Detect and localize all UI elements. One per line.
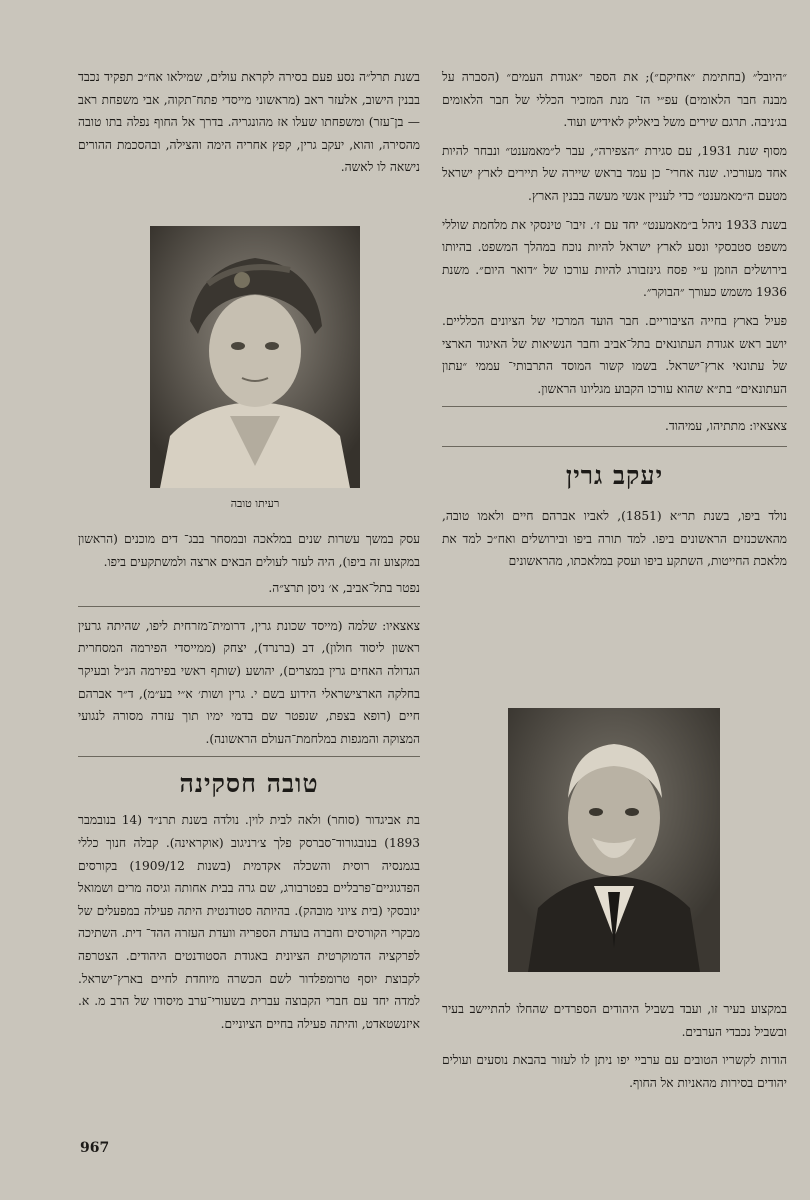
divider [78, 606, 420, 607]
paragraph: נולד ביפו, בשנת תר״א (1851), לאביו אברהם חיים ולאמו טובה, מהאשכנזים הראשונים ביפו. למד תורה ביפו ובירושלים ואח״כ למד את מלאכת החייטות, השתקע ביפו ועסק במלאכתו, מהראשונים [442, 508, 787, 569]
divider [78, 756, 420, 757]
photo-caption: רעיתו טובה [230, 497, 280, 510]
paragraph: עסק במשך עשרות שנים במלאכה ובמסחר בבג־ דים מוכנים (הראשון במקצוע זה ביפו), היה לעזר לעולים הבאים ארצה ולמשתקעים ביפו. [78, 532, 420, 569]
portrait-photo-woman [150, 226, 360, 488]
section-title: יעקב גרין [565, 460, 664, 490]
left-column [78, 66, 420, 179]
portrait-illustration [508, 708, 720, 972]
paragraph: מסוף שנת 1931, עם סגירת ״הצפירה״, עבר ל״מאמענט״ ונבחר להיות אחד מעורכיו. שנה אחרי־ כן עמד בראש שיירה של תיירים לארץ ישראל מטעם ה״מאמענט״ כדי לעניין אנשי מעשה בבנין הארץ. [442, 143, 787, 203]
page-number: 967 [80, 1140, 110, 1156]
section-title: טובה חסקינה [179, 769, 319, 799]
paragraph: פעיל בארץ בחייה הציבוריים. חבר הועד המרכזי של הציונים הכלליים. יושב ראש אגודת העתונאים בתל־אביב וחבר הנשיאות של האיגוד הארצי של עתונאי ארץ־ישראל. בשמו קשור המוסד התרבותי־ עממי ״עתון העתונאים״ בת״א שהוא עורכו הקבוע מגליונו הראשון. [442, 313, 787, 396]
paragraph: בת אביגדור (סוחר) ולאה לבית לוין. נולדה בשנת תרנ״ד (14 בנובמבר 1893) בנובגורוד־סברסק פלך צ׳רניגוב (אוקראינה). קבלה חנוך כללי בגמנסיה רוסית והשכלה אקדמית (בשנות 1909/12) בקורסים הפדגוגיים־פרבליים בפטרבורג, שם גרה בבית אחותה וגיסה מרים ושמואל ינובסקי (בית ציוני מובהק). בהיותה סטודנטית היתה פעילה במפעלים של מבקרי הקורסים וחברה בועדת הספריה וועדת העזרה ההד־ דית. השתיכה לפרקציה הדמוקרטית הציונית באגודת הסטודנטים היהודים. הצטרפה לקבוצת יוסף טרומפלדור לשם הכשרה מיוחדת לחיים בארץ־ישראל. למדה יחד עם חברי הקבוצה עברית בשעורי־ערב מיסודו של הרב מ. א. איזנשטאדט, והיתה פעילה בחיים הציוניים. [78, 813, 420, 1031]
divider [442, 446, 787, 447]
portrait-illustration [150, 226, 360, 488]
left-column-middle [78, 528, 420, 1035]
paragraph: נפטר בתל־אביב, א׳ ניסן תרצ״ה. [268, 581, 420, 596]
divider [442, 406, 787, 407]
portrait-photo-man [508, 708, 720, 972]
paragraph: בשנת תרל״ה נסע פעם בסירה לקראת עולים, שמילאו אח״כ תפקיד נכבד בבנין הישוב, אלעזר ראב (מראשוני מייסדי פתח־תקוה, אבי משפחת ראב — בן־עזר) ומשפחתו שעלו אז מהונגריה. בדרך אל החוף נפלה בתו טובה מהסירה, והוא, יעקב גרין, קפץ אחריה הימה והצילה, ובהסכמת ההורים נישאה לו לאשה. [78, 70, 420, 175]
descendants-line: צאצאיו: מתתיהו, עמיהוד. [664, 419, 787, 434]
paragraph: צאצאיו: שלמה (מייסד שכונת גרין, דרומית־מזרחית ליפו, שהיתה גרעין ראשון ליסוד חולון), דב (ברנרד), יצחק (ממייסדי הפירמה המסחרית הגדולה האחים גרין במצרים), יהושע (שותף ראשי בפירמה הנ״ל ובעיקר בחלקה הארצישראלי הידוע בשם י. גרין ושות׳ א״י בע״מ), ד״ר אברהם חיים (רופא בצפת, שנפטר שם בדמי ימיו תוך עזרה מסורה לנגועי המצוקה והמגפות במלחמת־העולם הראשונה). [78, 618, 420, 746]
right-column-bottom [442, 998, 787, 1094]
paragraph: ״היובל״ (בחתימת ״אחיקם״); את הספר ״אגודת העמים״ (הסברה על מבנה חבר הלאומים) עפ״י הז־ מנת המזכיר הכללי של חבר הלאומים בג׳ניבה. תרגם שירים משל ביאליק לאידיש ועוד. [442, 70, 787, 130]
paragraph: במקצוע בעיר זו, ועבד בשביל היהודים הספרדים שהחלו להתיישב בעיר ובשביל נכבדי הערבים. [442, 1002, 787, 1039]
paragraph: הודות לקשריו הטובים עם ערביי יפו ניתן לו לעזור בהבאת נוסעים ועולים יהודים בסירות מהאניות אל החוף. [442, 1053, 787, 1090]
paragraph: בשנת 1933 ניהל ב״מאמענט״ יחד עם ז׳. זיבו־ טינסקי את מלחמת שוללי משפט סטבסקי ונסע לארץ ישראל להיות נוכח במהלך המשפט. בהיותו בירושלים הוזמן ע״י פסח גינזבורג להיות עורכו של ״דואר היום״. משנת 1936 משמש כעורך ״הבוקר״. [442, 217, 787, 300]
right-column [442, 66, 787, 573]
